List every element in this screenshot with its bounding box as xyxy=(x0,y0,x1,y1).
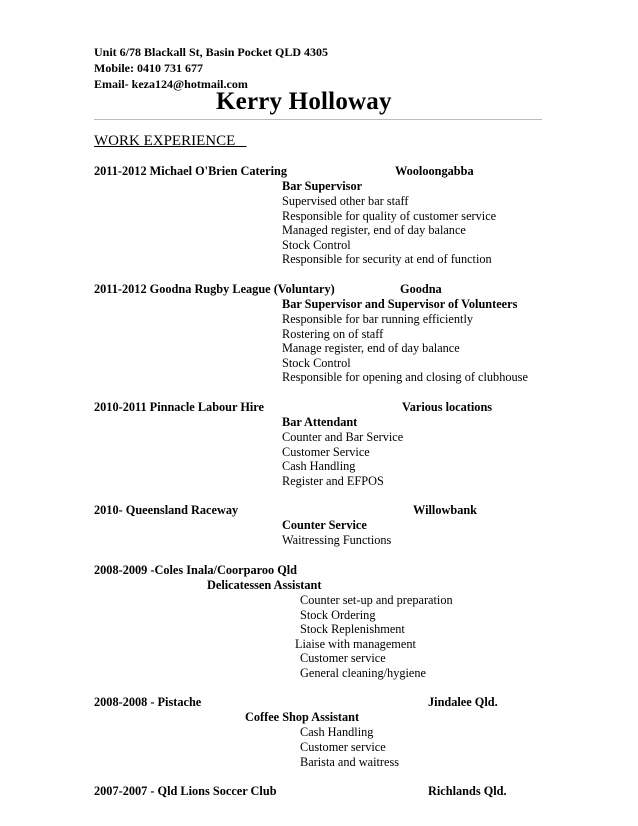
job-duty: Stock Replenishment xyxy=(300,622,405,637)
job-role: Coffee Shop Assistant xyxy=(245,710,360,725)
job-location: Jindalee Qld. xyxy=(428,695,498,710)
job-duty: Rostering on of staff xyxy=(282,326,384,341)
job-heading xyxy=(94,164,544,179)
job-role: Delicatessen Assistant xyxy=(207,577,322,592)
job-location: Goodna xyxy=(400,281,442,296)
job-entry xyxy=(94,784,544,799)
job-role: Counter Service xyxy=(282,518,367,533)
address: Unit 6/78 Blackall St, Basin Pocket QLD 4305 xyxy=(94,45,329,59)
job-duty: Managed register, end of day balance xyxy=(282,223,466,238)
job-duty: Responsible for security at end of function xyxy=(282,252,492,267)
job-duty: Customer service xyxy=(300,740,386,755)
job-location: Wooloongabba xyxy=(395,164,474,178)
job-location: Willowbank xyxy=(413,503,478,518)
job-duty: Waitressing Functions xyxy=(282,533,392,548)
job-duty: Counter and Bar Service xyxy=(282,429,404,444)
job-entry xyxy=(94,563,544,681)
job-duty: Customer Service xyxy=(282,444,370,459)
job-duty: Register and EFPOS xyxy=(282,473,384,488)
job-entry xyxy=(94,400,544,488)
job-title: 2008-2009 -Coles Inala/Coorparoo Qld xyxy=(94,562,298,577)
job-duty: General cleaning/hygiene xyxy=(300,665,426,680)
email: Email- keza124@hotmail.com xyxy=(94,77,248,91)
job-duty: Cash Handling xyxy=(300,725,374,740)
job-duty: Counter set-up and preparation xyxy=(300,592,453,607)
job-duty: Liaise with management xyxy=(295,636,416,651)
job-entry xyxy=(94,164,544,267)
job-heading xyxy=(94,563,544,578)
job-location: Richlands Qld. xyxy=(428,784,507,799)
job-duty: Stock Control xyxy=(282,355,351,370)
job-duty: Stock Ordering xyxy=(300,607,376,622)
header-divider xyxy=(94,119,542,120)
section-title: WORK EXPERIENCE xyxy=(94,133,247,149)
job-location: Various locations xyxy=(402,399,493,414)
job-title: 2011-2012 Goodna Rugby League (Voluntary) xyxy=(94,281,335,296)
job-entry xyxy=(94,695,544,769)
job-role: Bar Supervisor xyxy=(282,179,363,193)
job-duty: Manage register, end of day balance xyxy=(282,341,460,356)
contact-block xyxy=(94,44,328,92)
job-duty: Responsible for bar running efficiently xyxy=(282,311,474,326)
job-heading xyxy=(94,503,544,518)
job-duty: Stock Control xyxy=(282,237,351,252)
job-heading xyxy=(94,784,544,799)
job-duty: Barista and waitress xyxy=(300,754,400,769)
job-title: 2008-2008 - Pistache xyxy=(94,695,202,710)
job-role: Bar Attendant xyxy=(282,414,358,429)
job-duty: Customer service xyxy=(300,651,386,666)
job-heading xyxy=(94,282,544,297)
work-experience-list xyxy=(94,164,544,814)
job-title: 2007-2007 - Qld Lions Soccer Club xyxy=(94,784,277,799)
job-duty: Responsible for quality of customer service xyxy=(282,208,497,223)
job-duty: Supervised other bar staff xyxy=(282,194,409,208)
job-heading xyxy=(94,400,544,415)
job-title: 2010-2011 Pinnacle Labour Hire xyxy=(94,399,265,414)
job-role: Bar Supervisor and Supervisor of Volunteers xyxy=(282,296,518,311)
job-title: 2010- Queensland Raceway xyxy=(94,503,239,518)
job-title: 2011-2012 Michael O'Brien Catering xyxy=(94,164,287,178)
job-entry xyxy=(94,503,544,548)
candidate-name: Kerry Holloway xyxy=(216,88,392,115)
job-heading xyxy=(94,695,544,710)
job-duty: Responsible for opening and closing of clubhouse xyxy=(282,370,528,385)
job-entry xyxy=(94,282,544,385)
job-duty: Cash Handling xyxy=(282,459,356,474)
mobile: Mobile: 0410 731 677 xyxy=(94,61,203,75)
